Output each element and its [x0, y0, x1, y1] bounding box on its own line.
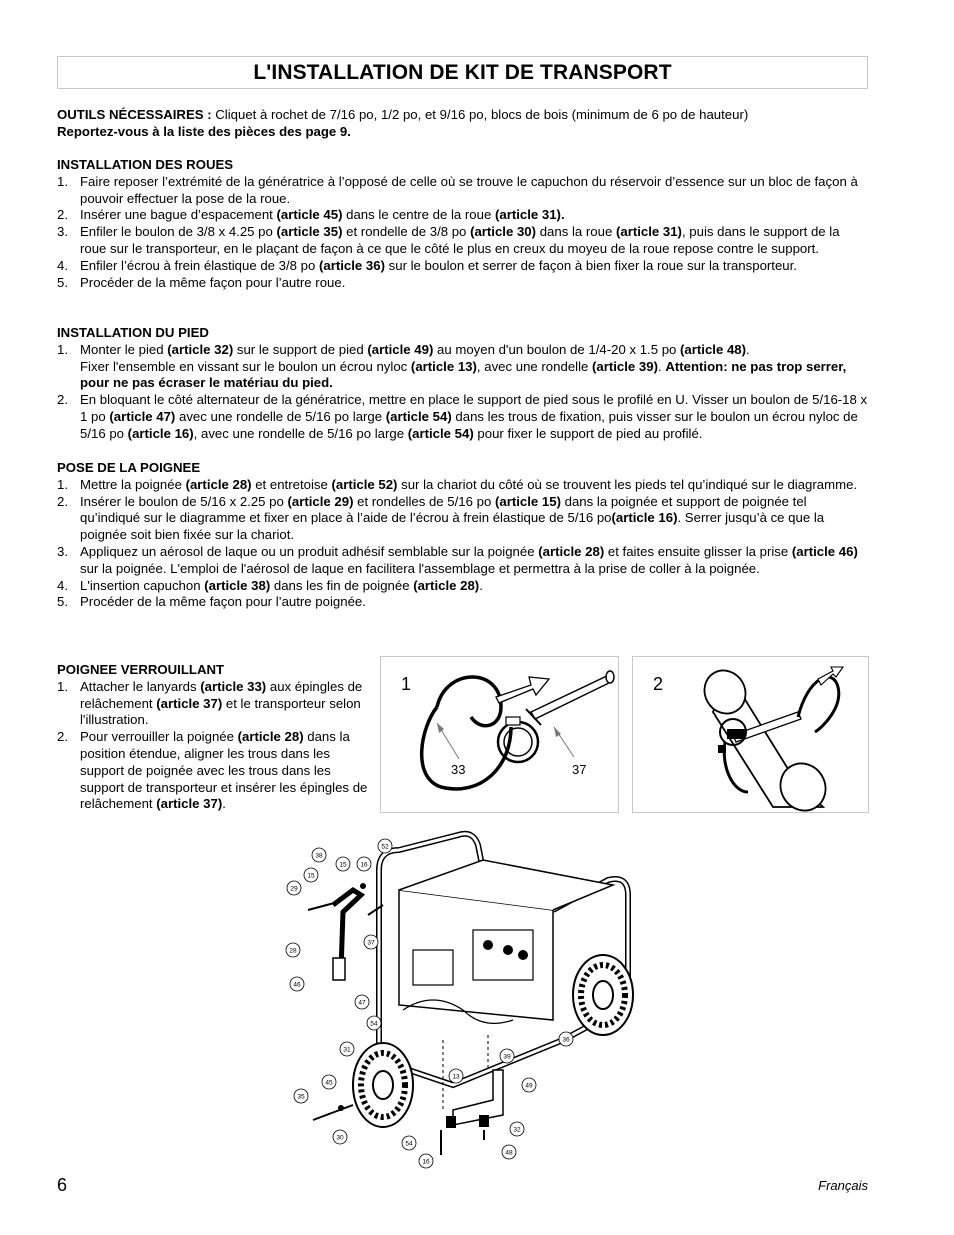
footer-language: Français: [818, 1178, 868, 1193]
step-text: . Serrer jusqu’à ce que la poignée soit bien fixée sur la chariot.: [80, 510, 825, 543]
wheels-steps: [57, 174, 869, 292]
step-number: 4.: [57, 577, 68, 593]
tools-text: Cliquet à rochet de 7/16 po, 1/2 po, et 9/16 po, blocs de bois (minimum de 6 po de hauteur): [211, 107, 749, 122]
article-reference: (article 16): [611, 510, 678, 526]
step-text: , avec une rondelle: [476, 358, 593, 374]
step-text: Mettre la poignée: [80, 476, 186, 492]
step-text: , puis dans le support de la roue sur le transporteur, en le plaçant de façon à ce que le côté le plus en creux du moyeu de la roue repose contre le support.: [80, 224, 840, 256]
step-text: aux épingles de relâchement: [80, 678, 363, 711]
step-text: Insérer le boulon de 5/16 x 2.25 po: [80, 493, 288, 509]
section-handle: [57, 460, 869, 611]
article-reference: (article 52): [331, 476, 398, 492]
article-reference: (article 32): [167, 341, 234, 357]
list-item: [57, 594, 869, 611]
step-text: .: [222, 796, 226, 812]
step-text: Procéder de la même façon pour l’autre poignée.: [80, 594, 366, 610]
step-text: sur la chariot du côté où se trouvent les pieds tel qu’indiqué sur le diagramme.: [397, 476, 858, 492]
step-text: Monter le pied: [80, 341, 168, 357]
callout-label: 49: [525, 1082, 533, 1090]
step-text: pour fixer le support de pied au profilé.: [473, 425, 703, 441]
step-text: et rondelles de 5/16 po: [353, 493, 495, 509]
callout-label: 39: [503, 1053, 511, 1061]
step-text: dans la roue: [536, 224, 616, 240]
article-reference: (article 45): [276, 207, 343, 223]
step-number: 2.: [57, 729, 68, 745]
article-reference: (article 46): [791, 543, 858, 559]
list-item: [57, 174, 869, 208]
article-reference: (article 54): [385, 408, 452, 424]
article-reference: (article 31): [615, 224, 682, 240]
article-reference: (article 54): [407, 425, 474, 441]
figure-2-number: 2: [653, 674, 664, 694]
callout-label: 16: [422, 1158, 430, 1166]
step-number: 1.: [57, 476, 68, 492]
callout-label: 13: [452, 1073, 460, 1081]
step-text: Procéder de la même façon pour l’autre roue.: [80, 274, 346, 290]
callout-label: 35: [297, 1093, 305, 1101]
list-item: [57, 729, 372, 813]
article-reference: (article 38): [204, 577, 271, 593]
step-text: sur le boulon et serrer de façon à bien fixer la roue sur la transporteur.: [384, 257, 797, 273]
list-item: [57, 494, 869, 544]
page-title: L'INSTALLATION DE KIT DE TRANSPORT: [253, 61, 672, 84]
figure-1-number: 1: [401, 674, 412, 694]
callout-label: 46: [293, 981, 301, 989]
step-text: dans la poignée et support de poignée tel qu’indiqué sur le diagramme et fixer en place à l’aide de l’écrou à frein élastique de 5/16 po: [80, 493, 807, 526]
step-text: .: [479, 577, 483, 593]
section-wheels: [57, 157, 869, 291]
section-foot: [57, 325, 869, 443]
callout-label: 32: [513, 1126, 521, 1134]
article-reference: (article 28): [413, 577, 480, 593]
article-reference: (article 30): [470, 224, 537, 240]
step-text: dans le centre de la roue: [342, 207, 495, 223]
step-text: L'insertion capuchon: [80, 577, 205, 593]
step-text: et rondelle de 3/8 po: [342, 224, 471, 240]
list-item: [57, 258, 869, 275]
article-reference: (article 15): [494, 493, 561, 509]
step-text: sur le support de pied: [233, 341, 368, 357]
step-text: Appliquez un aérosol de laque ou un produit adhésif semblable sur la poignée: [80, 543, 539, 559]
step-text: .: [658, 358, 666, 374]
callout-label: 15: [307, 872, 315, 880]
callout-label: 54: [370, 1020, 378, 1028]
foot-steps: [57, 342, 869, 443]
step-text: et faites ensuite glisser la prise: [604, 543, 792, 559]
list-item: [57, 392, 869, 442]
step-number: 5.: [57, 594, 68, 610]
step-number: 4.: [57, 257, 68, 273]
step-text: En bloquant le côté alternateur de la génératrice, mettre en place le support de pied sous le profilé en U. Visser un boulon de 5/16-18 x 1 po: [80, 392, 868, 424]
article-reference: (article 31).: [494, 207, 565, 223]
step-text: sur la poignée. L'emploi de l'aérosol de laque en facilitera l'assemblage et permettra à la prise de coller à la poignée.: [80, 560, 760, 576]
callout-label: 28: [289, 947, 297, 955]
callout-label: 36: [562, 1036, 570, 1044]
callout-label: 31: [343, 1046, 351, 1054]
tools-paragraph: [57, 107, 869, 141]
tools-label: OUTILS NÉCESSAIRES :: [57, 107, 212, 122]
step-text: Enfiler le boulon de 3/8 x 4.25 po: [80, 224, 277, 240]
step-text: et le transporteur selon l'illustration.: [80, 695, 361, 728]
list-item: [57, 477, 869, 494]
step-text: , avec une rondelle de 5/16 po large: [193, 425, 408, 441]
article-reference: (article 48): [680, 341, 747, 357]
article-reference: (article 36): [319, 257, 385, 273]
callout-37: 37: [572, 762, 587, 777]
figure-2-pin-in-tube: [632, 656, 869, 813]
section-locking-handle: [57, 662, 372, 813]
step-number: 1.: [57, 173, 68, 189]
step-text: dans les trous de fixation, puis visser sur le boulon un écrou nyloc de 5/16 po: [80, 408, 858, 441]
article-reference: (article 28): [538, 543, 605, 559]
article-reference: (article 47): [109, 408, 176, 424]
handle-steps: [57, 477, 869, 611]
callout-label: 54: [405, 1140, 413, 1148]
page-number: 6: [57, 1175, 68, 1195]
locking-heading: POIGNEE VERROUILLANT: [57, 662, 225, 677]
callout-label: 15: [339, 861, 347, 869]
callout-label: 30: [336, 1134, 344, 1142]
article-reference: (article 37): [156, 796, 223, 812]
step-number: 2.: [57, 493, 68, 509]
step-number: 2.: [57, 207, 68, 223]
list-item: [57, 275, 869, 292]
callout-label: 48: [505, 1149, 513, 1157]
step-text: Fixer l'ensemble en vissant sur le boulon un écrou nyloc: [80, 358, 411, 374]
foot-heading: INSTALLATION DU PIED: [57, 325, 209, 340]
article-reference: (article 28): [185, 476, 252, 492]
step-number: 2.: [57, 392, 68, 408]
exploded-assembly-diagram: [283, 830, 655, 1170]
step-text: Pour verrouiller la poignée: [80, 729, 238, 745]
callout-label: 29: [290, 885, 298, 893]
step-number: 1.: [57, 341, 68, 357]
step-number: 3.: [57, 543, 68, 559]
article-reference: (article 33): [200, 678, 267, 694]
step-text: Attacher le lanyards: [80, 678, 201, 694]
page-title-box: [57, 56, 868, 89]
step-text: Faire reposer l’extrémité de la génératrice à l’opposé de celle où se trouve le capuchon du réservoir d’essence sur un bloc de façon à pouvoir effectuer la pose de la roue.: [80, 173, 858, 206]
locking-steps: [57, 679, 372, 813]
callout-label: 52: [381, 843, 389, 851]
step-number: 5.: [57, 274, 68, 290]
handle-heading: POSE DE LA POIGNEE: [57, 460, 201, 475]
list-item: [57, 679, 372, 729]
article-reference: (article 13): [410, 358, 477, 374]
callout-label: 38: [315, 852, 323, 860]
article-reference: (article 29): [287, 493, 354, 509]
step-text: au moyen d'un boulon de 1/4-20 x 1.5 po: [433, 341, 681, 357]
list-item: [57, 578, 869, 595]
figure-1-lanyard-pin: [380, 656, 619, 813]
callout-label: 47: [358, 999, 366, 1007]
list-item: [57, 342, 869, 392]
step-number: 3.: [57, 224, 68, 240]
article-reference: (article 35): [276, 224, 343, 240]
callout-33: 33: [451, 762, 466, 777]
article-reference: (article 28): [237, 729, 304, 745]
callout-label: 45: [325, 1079, 333, 1087]
step-text: Enfiler l’écrou à frein élastique de 3/8 po: [80, 257, 319, 273]
list-item: [57, 544, 869, 578]
wheels-heading: INSTALLATION DES ROUES: [57, 157, 234, 172]
step-text: et entretoise: [251, 476, 332, 492]
article-reference: Attention: ne pas trop serrer, pour ne pas écraser le matériau du pied.: [80, 358, 847, 391]
list-item: [57, 207, 869, 224]
step-number: 1.: [57, 678, 68, 694]
step-text: dans la position étendue, aligner les trous dans les support de poignée avec les trous dans les support de transporteur et insérer les épingles de relâchement: [80, 729, 368, 812]
list-item: [57, 224, 869, 258]
callout-label: 37: [367, 939, 375, 947]
step-text: dans les fin de poignée: [270, 577, 414, 593]
article-reference: (article 16): [127, 425, 194, 441]
step-text: .: [746, 341, 750, 357]
article-reference: (article 37): [156, 695, 223, 711]
article-reference: (article 39): [592, 358, 658, 374]
article-reference: (article 49): [367, 341, 434, 357]
step-text: Insérer une bague d’espacement: [80, 207, 277, 223]
callout-label: 16: [360, 861, 368, 869]
parts-reference: Reportez-vous à la liste des pièces des page 9.: [57, 123, 351, 139]
step-text: avec une rondelle de 5/16 po large: [175, 408, 386, 424]
